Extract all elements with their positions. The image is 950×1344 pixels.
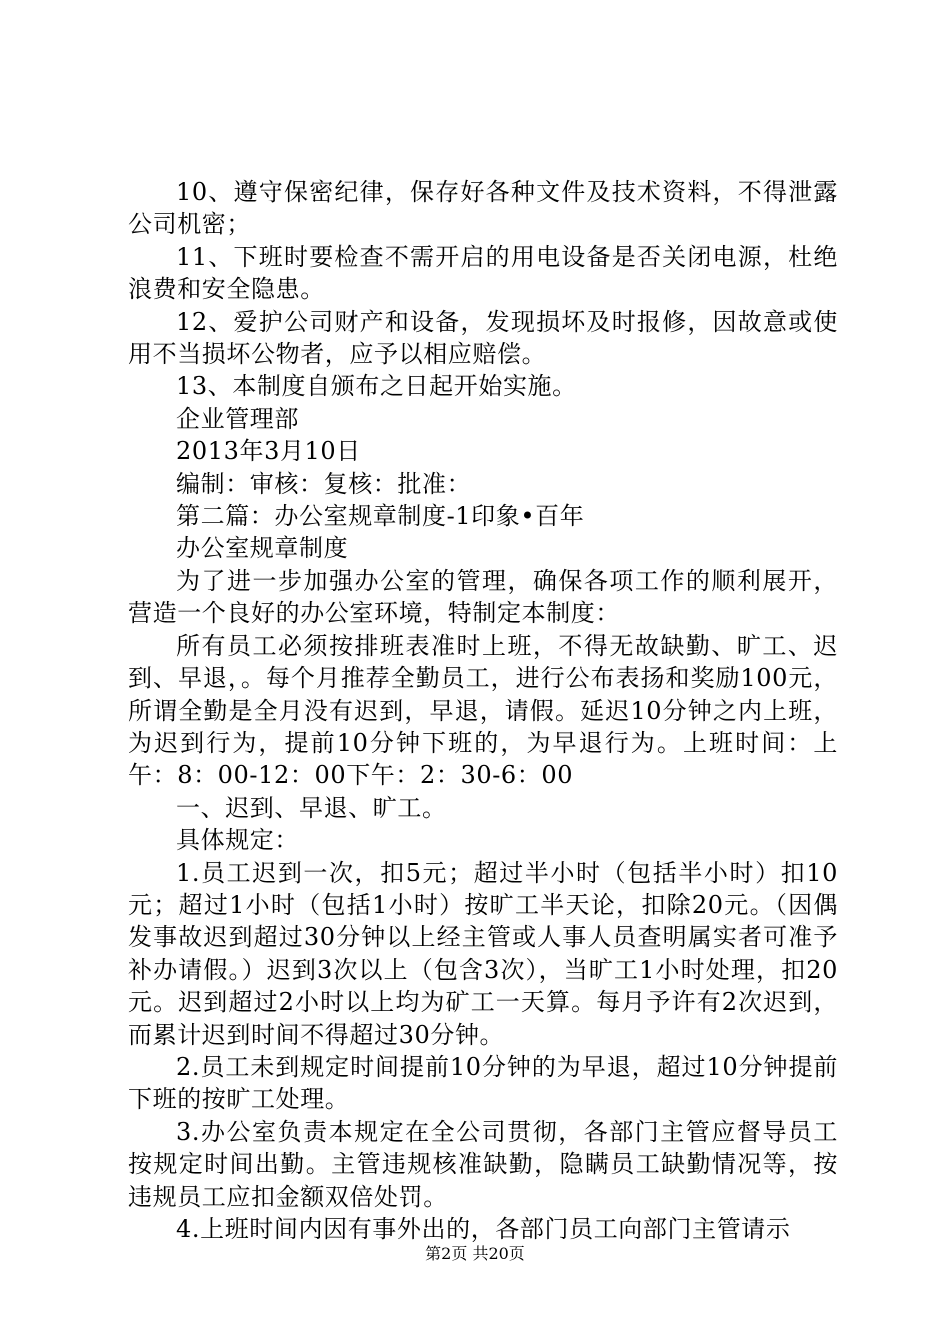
paragraph: 所有员工必须按排班表准时上班，不得无故缺勤、旷工、迟到、早退，。每个月推荐全勤员工，进行公布表扬和奖励100元，所谓全勤是全月没有迟到，早退，请假。延迟10分钟之内上班，为迟到行为，提前10分钟下班的，为早退行为。上班时间：上午：8：00-12：00下午：2：30-6：00 xyxy=(128,631,838,790)
department-signature: 企业管理部 xyxy=(176,404,299,433)
subsection-heading: 一、迟到、早退、旷工。 xyxy=(176,793,447,822)
paragraph: 10、遵守保密纪律，保存好各种文件及技术资料，不得泄露公司机密； xyxy=(128,178,838,239)
paragraph: 13、本制度自颁布之日起开始实施。 xyxy=(176,372,577,401)
paragraph: 为了进一步加强办公室的管理，确保各项工作的顺利展开，营造一个良好的办公室环境，特制定本制度： xyxy=(128,566,838,628)
page-number: 第2页 共20页 xyxy=(425,1244,525,1263)
paragraph: 11、下班时要检查不需开启的用电设备是否关闭电源，杜绝浪费和安全隐患。 xyxy=(128,242,838,304)
paragraph: 12、爱护公司财产和设备，发现损坏及时报修，因故意或使用不当损坏公物者，应予以相应赔偿。 xyxy=(128,307,838,369)
rule-item: 2.员工未到规定时间提前10分钟的为早退，超过10分钟提前下班的按旷工处理。 xyxy=(128,1052,838,1114)
section-title: 办公室规章制度 xyxy=(176,534,349,563)
approval-line: 编制：审核：复核：批准： xyxy=(176,469,472,498)
rule-item: 4.上班时间内因有事外出的，各部门员工向部门主管请示 xyxy=(176,1215,791,1243)
paragraph: 具体规定： xyxy=(176,826,299,855)
document-body xyxy=(128,176,838,1245)
document-date: 2013年3月10日 xyxy=(176,437,361,466)
section-heading: 第二篇：办公室规章制度-1印象•百年 xyxy=(176,502,585,531)
rule-item: 1.员工迟到一次，扣5元；超过半小时（包括半小时）扣10元；超过1小时（包括1小时）按旷工半天论，扣除20元。（因偶发事故迟到超过30分钟以上经主管或人事人员查明属实者可准予补办请假。）迟到3次以上（包含3次），当旷工1小时处理，扣20元。迟到超过2小时以上均为矿工一天算。每月予许有2次迟到，而累计迟到时间不得超过30分钟。 xyxy=(128,858,838,1049)
rule-item: 3.办公室负责本规定在全公司贯彻，各部门主管应督导员工按规定时间出勤。主管违规核准缺勤，隐瞒员工缺勤情况等，按违规员工应扣金额双倍处罚。 xyxy=(128,1117,838,1211)
page-footer xyxy=(0,1244,950,1264)
